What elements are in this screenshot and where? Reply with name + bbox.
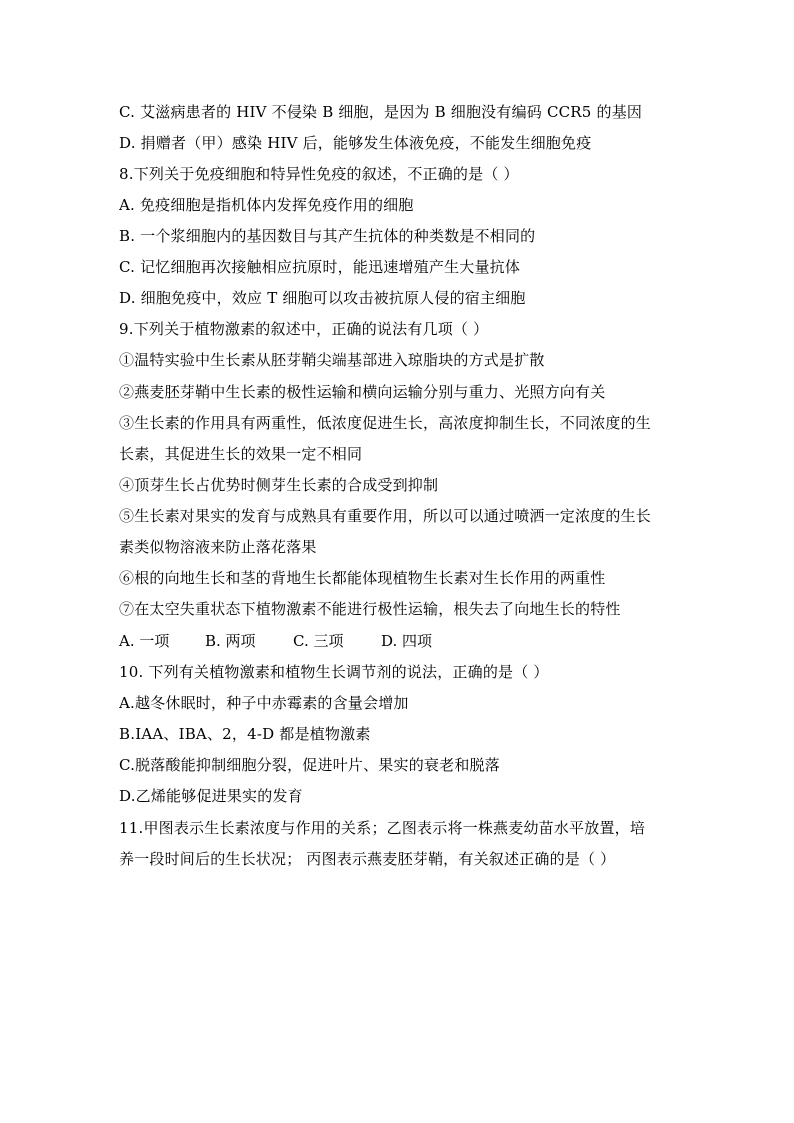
q11-stem: 11.甲图表示生长素浓度与作用的关系；乙图表示将一株燕麦幼苗水平放置，培: [119, 819, 646, 837]
q9-statement-4: ④顶芽生长占优势时侧芽生长素的合成受到抑制: [119, 476, 439, 494]
q10-option-b: B.IAA、IBA、2，4-D 都是植物激素: [119, 725, 371, 743]
q9-statement-1: ①温特实验中生长素从胚芽鞘尖端基部进入琼脂块的方式是扩散: [119, 351, 545, 369]
q9-stem: 9.下列关于植物激素的叙述中，正确的说法有几项（ ）: [119, 320, 489, 338]
q9-statement-6: ⑥根的向地生长和茎的背地生长都能体现植物生长素对生长作用的两重性: [119, 569, 606, 587]
q8-option-d: D. 细胞免疫中，效应 T 细胞可以攻击被抗原人侵的宿主细胞: [119, 289, 526, 307]
q9-statement-3: ③生长素的作用具有两重性，低浓度促进生长，高浓度抑制生长，不同浓度的生: [119, 414, 652, 432]
q9-option-d: D. 四项: [381, 632, 433, 650]
q9-options: [119, 626, 679, 657]
q9-option-b: B. 两项: [205, 632, 256, 650]
q9-option-c: C. 三项: [293, 632, 344, 650]
q9-statement-5-cont: 素类似物溶液来防止落花落果: [119, 538, 317, 556]
q10-option-a: A.越冬休眠时，种子中赤霉素的含量会增加: [119, 694, 409, 712]
q8-option-a: A. 免疫细胞是指机体内发挥免疫作用的细胞: [119, 196, 414, 214]
q7-option-c: C. 艾滋病患者的 HIV 不侵染 B 细胞，是因为 B 细胞没有编码 CCR5 的基因: [119, 103, 643, 121]
q10-option-d: D.乙烯能够促进果实的发育: [119, 787, 303, 805]
q10-stem: 10. 下列有关植物激素和植物生长调节剂的说法，正确的是（ ）: [119, 663, 549, 681]
q9-statement-7: ⑦在太空失重状态下植物激素不能进行极性运输，根失去了向地生长的特性: [119, 600, 621, 618]
q9-statement-5: ⑤生长素对果实的发育与成熟具有重要作用，所以可以通过喷洒一定浓度的生长: [119, 507, 652, 525]
q7-option-d: D. 捐赠者（甲）感染 HIV 后，能够发生体液免疫，不能发生细胞免疫: [119, 134, 592, 152]
q10-option-c: C.脱落酸能抑制细胞分裂，促进叶片、果实的衰老和脱落: [119, 756, 500, 774]
q11-stem-cont: 养一段时间后的生长状况； 丙图表示燕麦胚芽鞘，有关叙述正确的是（ ）: [119, 850, 616, 868]
q9-statement-3-cont: 长素，其促进生长的效果一定不相同: [119, 445, 363, 463]
q8-stem: 8.下列关于免疫细胞和特异性免疫的叙述，不正确的是（ ）: [119, 165, 519, 183]
q9-statement-2: ②燕麦胚芽鞘中生长素的极性运输和横向运输分别与重力、光照方向有关: [119, 383, 606, 401]
q8-option-c: C. 记忆细胞再次接触相应抗原时，能迅速增殖产生大量抗体: [119, 258, 521, 276]
q9-option-a: A. 一项: [119, 632, 170, 650]
q8-option-b: B. 一个浆细胞内的基因数目与其产生抗体的种类数是不相同的: [119, 227, 536, 245]
